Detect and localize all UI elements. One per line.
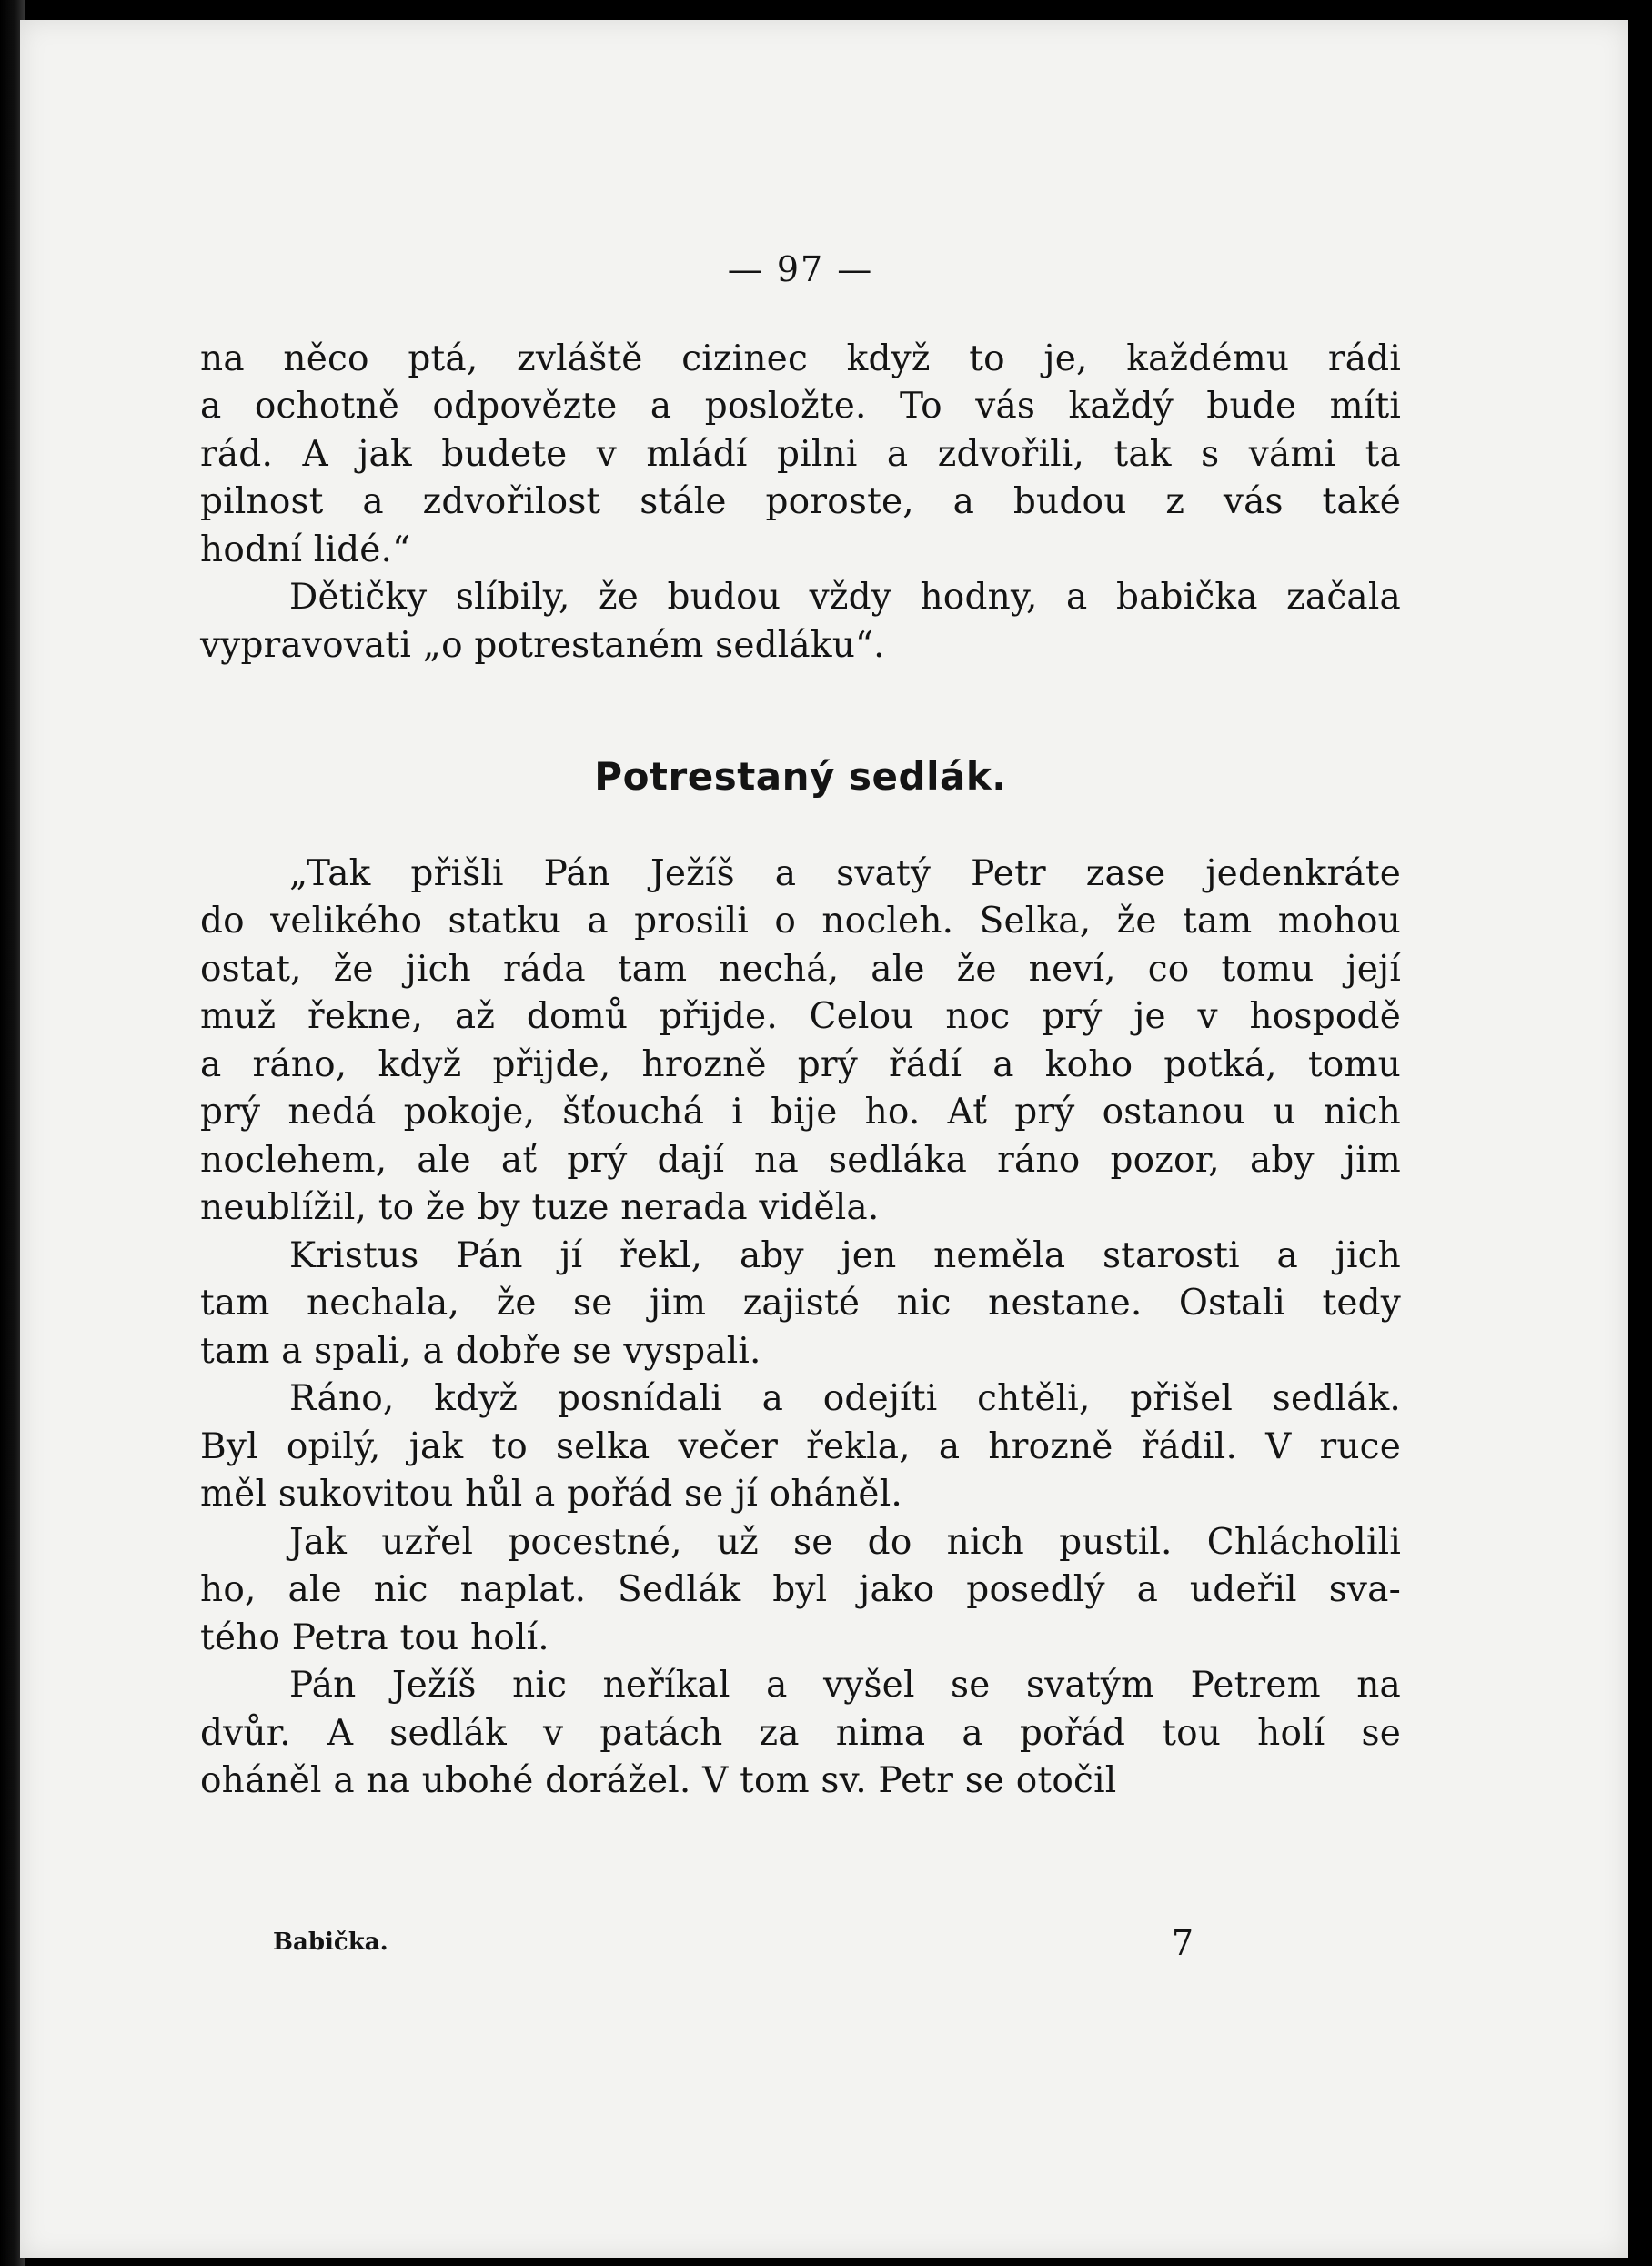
text-line: a ráno, když přijde, hrozně prý řádí a koho potká, tomu	[200, 1043, 1401, 1085]
text-line: na něco ptá, zvláště cizinec když to je, každému rádi	[200, 337, 1401, 379]
text-line: Kristus Pán jí řekl, aby jen neměla starosti a jich	[289, 1234, 1401, 1276]
text-line: Dětičky slíbily, že budou vždy hodny, a babička začala	[289, 577, 1401, 618]
text-line: muž řekne, až domů přijde. Celou noc prý je v hospodě	[200, 996, 1401, 1037]
text-line: do velikého statku a prosili o nocleh. Selka, že tam mohou	[200, 901, 1401, 942]
paragraph	[200, 851, 1401, 1233]
footer-book-title: Babička.	[273, 1929, 388, 1956]
text-line: Jak uzřel pocestné, už se do nich pustil. Chlácholili	[289, 1521, 1401, 1563]
text-line: ho, ale nic naplat. Sedlák byl jako posedlý a udeřil sva-	[200, 1569, 1401, 1610]
text-line: Pán Ježíš nic neříkal a vyšel se svatým Petrem na	[289, 1665, 1401, 1706]
paragraph	[200, 1375, 1401, 1519]
text-line: ostat, že jich ráda tam nechá, ale že neví, co tomu její	[200, 948, 1401, 990]
text-line: vypravovati „o potrestaném sedláku“.	[200, 624, 885, 666]
text-line: rád. A jak budete v mládí pilni a zdvořili, tak s vámi ta	[200, 433, 1401, 475]
text-line: tam nechala, že se jim zajisté nic nestane. Ostali tedy	[200, 1283, 1401, 1324]
paragraph	[200, 574, 1401, 670]
text-line: noclehem, ale ať prý dají na sedláka ráno pozor, aby jim	[200, 1139, 1401, 1181]
paragraph	[200, 336, 1401, 575]
text-line: oháněl a na ubohé dorážel. V tom sv. Petr se otočil	[200, 1760, 1117, 1801]
top-paragraphs	[200, 336, 1401, 670]
text-line: tého Petra tou holí.	[200, 1616, 549, 1658]
text-line: prý nedá pokoje, šťouchá i bije ho. Ať prý ostanou u nich	[200, 1092, 1401, 1133]
text-line: a ochotně odpovězte a posložte. To vás každý bude míti	[200, 386, 1401, 427]
section-title: Potrestaný sedlák.	[594, 754, 1007, 799]
text-line: Ráno, když posnídali a odejíti chtěli, přišel sedlák.	[289, 1378, 1401, 1419]
text-line: neublížil, to že by tuze nerada viděla.	[200, 1187, 880, 1228]
text-line: tam a spali, a dobře se vyspali.	[200, 1330, 761, 1372]
text-line: hodní lidé.“	[200, 529, 411, 570]
page-number: — 97 —	[727, 249, 874, 289]
page-text-block	[200, 246, 1401, 1806]
footer-signature-mark: 7	[1171, 1923, 1194, 1963]
text-line: „Tak přišli Pán Ježíš a svatý Petr zase jedenkráte	[289, 852, 1401, 894]
paragraph	[200, 1519, 1401, 1663]
text-line: pilnost a zdvořilost stále poroste, a budou z vás také	[200, 481, 1401, 522]
text-line: dvůr. A sedlák v patách za nima a pořád tou holí se	[200, 1712, 1401, 1754]
paragraph	[200, 1233, 1401, 1376]
section-paragraphs	[200, 851, 1401, 1806]
text-line: Byl opilý, jak to selka večer řekla, a hrozně řádil. V ruce	[200, 1425, 1401, 1467]
paragraph	[200, 1662, 1401, 1806]
text-line: měl sukovitou hůl a pořád se jí oháněl.	[200, 1474, 902, 1515]
